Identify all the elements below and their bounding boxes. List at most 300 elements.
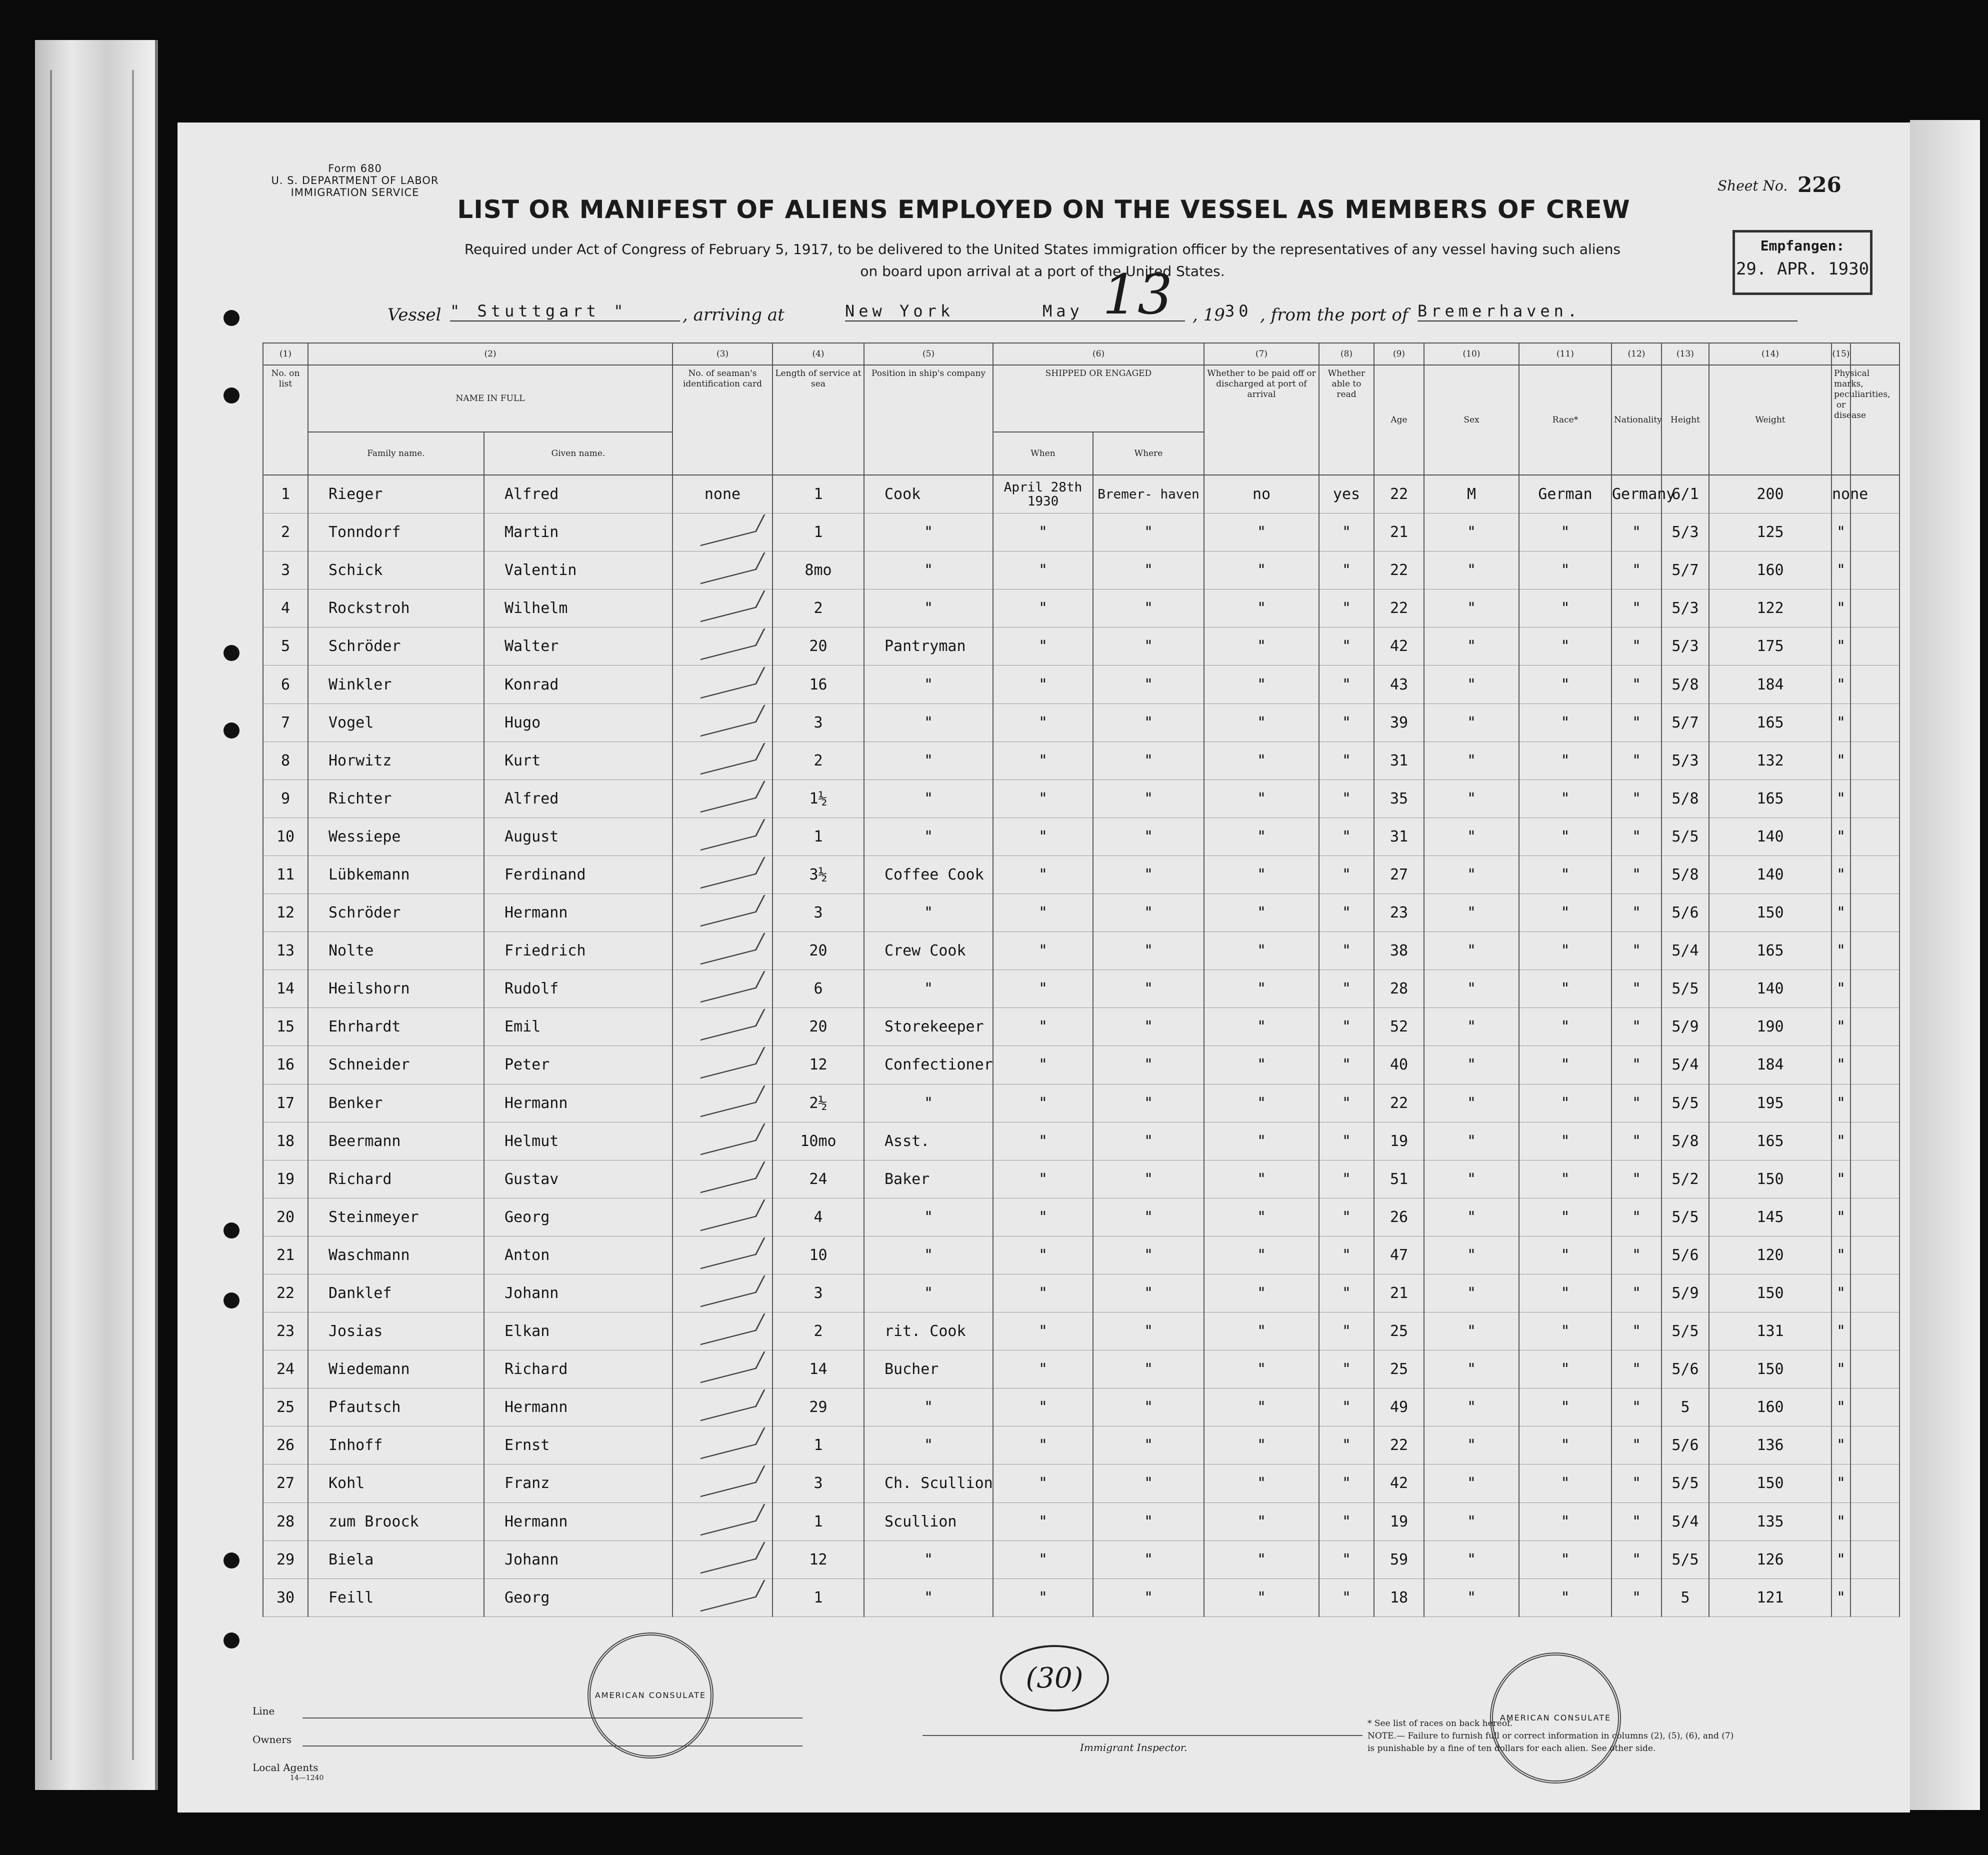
cell-height: 5/8 — [1662, 856, 1709, 894]
cell-position: Ch. Scullion — [864, 1464, 993, 1502]
ditto-mark: " — [1424, 1198, 1519, 1236]
ditto-mark: " — [1832, 1008, 1850, 1046]
blank-cell — [1850, 856, 1900, 894]
cell-family: Danklef — [308, 1274, 484, 1312]
check-mark-icon — [700, 1466, 766, 1498]
ditto-mark: " — [1319, 590, 1374, 628]
cell-age: 39 — [1374, 704, 1424, 742]
ditto-mark: " — [864, 780, 993, 818]
cell-given: Rudolf — [484, 970, 672, 1008]
ditto-mark: " — [1424, 1236, 1519, 1274]
cell-family: Schröder — [308, 894, 484, 932]
form-header — [238, 162, 472, 198]
cell-weight: 150 — [1709, 1274, 1832, 1312]
cell-age: 22 — [1374, 1426, 1424, 1464]
col-num-8: (8) — [1319, 343, 1374, 365]
cell-card — [672, 666, 772, 704]
cell-no: 1 — [263, 475, 308, 514]
ditto-mark: " — [1832, 1236, 1850, 1274]
vessel-name: " Stuttgart " — [450, 302, 680, 322]
ditto-mark: " — [1612, 552, 1662, 590]
ditto-mark: " — [1832, 780, 1850, 818]
ditto-mark: " — [1832, 666, 1850, 704]
cell-weight: 200 — [1709, 475, 1832, 514]
cell-service: 3 — [772, 704, 864, 742]
blank-cell — [1850, 1312, 1900, 1350]
header-length-service: Length of service at sea — [772, 365, 864, 475]
cell-no: 20 — [263, 1198, 308, 1236]
cell-height: 5/5 — [1662, 970, 1709, 1008]
punch-hole — [224, 310, 240, 326]
cell-service: 4 — [772, 1198, 864, 1236]
col-num-9: (9) — [1374, 343, 1424, 365]
ditto-mark: " — [1612, 1046, 1662, 1084]
ditto-mark: " — [993, 1084, 1093, 1122]
cell-no: 25 — [263, 1388, 308, 1426]
column-number-row — [263, 343, 1900, 365]
ditto-mark: " — [1204, 1578, 1319, 1616]
ditto-mark: " — [1319, 818, 1374, 856]
table-row — [263, 932, 1900, 970]
cell-age: 42 — [1374, 1464, 1424, 1502]
cell-height: 5/3 — [1662, 742, 1709, 780]
ditto-mark: " — [993, 1388, 1093, 1426]
ditto-mark: " — [993, 742, 1093, 780]
ditto-mark: " — [1093, 1160, 1204, 1198]
cell-service: 1 — [772, 818, 864, 856]
cell-weight: 140 — [1709, 818, 1832, 856]
cell-weight: 126 — [1709, 1540, 1832, 1578]
check-mark-icon — [700, 1580, 766, 1612]
cell-family: Schröder — [308, 628, 484, 666]
cell-family: Waschmann — [308, 1236, 484, 1274]
cell-weight: 121 — [1709, 1578, 1832, 1616]
cell-service: 2 — [772, 1312, 864, 1350]
table-row — [263, 1274, 1900, 1312]
vessel-label: Vessel — [388, 305, 442, 325]
cell-weight: 136 — [1709, 1426, 1832, 1464]
cell-card — [672, 1502, 772, 1540]
subtitle-line-1: Required under Act of Congress of February 5, 1917, to be delivered to the United States immigration officer by the representatives of any vessel having such aliens — [464, 241, 1621, 258]
ditto-mark: " — [1612, 1540, 1662, 1578]
cell-no: 23 — [263, 1312, 308, 1350]
ditto-mark: " — [1612, 514, 1662, 552]
ditto-mark: " — [1424, 552, 1519, 590]
cell-service: 6 — [772, 970, 864, 1008]
cell-no: 13 — [263, 932, 308, 970]
cell-height: 6/1 — [1662, 475, 1709, 514]
cell-service: 20 — [772, 628, 864, 666]
ditto-mark: " — [1519, 1502, 1612, 1540]
ditto-mark: " — [1519, 590, 1612, 628]
received-stamp — [1732, 230, 1872, 295]
ditto-mark: " — [1093, 742, 1204, 780]
cell-service: 14 — [772, 1350, 864, 1388]
ditto-mark: " — [1424, 1312, 1519, 1350]
ditto-mark: " — [864, 970, 993, 1008]
ditto-mark: " — [1093, 1312, 1204, 1350]
footnotes — [1368, 1718, 1734, 1755]
ditto-mark: " — [1519, 1540, 1612, 1578]
ditto-mark: " — [1519, 1236, 1612, 1274]
ditto-mark: " — [1319, 1046, 1374, 1084]
col-num-3: (3) — [672, 343, 772, 365]
col-num-1: (1) — [263, 343, 308, 365]
col-num-12: (12) — [1612, 343, 1662, 365]
cell-family: Vogel — [308, 704, 484, 742]
ditto-mark: " — [864, 894, 993, 932]
table-row — [263, 1540, 1900, 1578]
ditto-mark: " — [993, 1122, 1093, 1160]
ditto-mark: " — [1612, 1312, 1662, 1350]
line-label: Line — [252, 1705, 275, 1717]
ditto-mark: " — [993, 1540, 1093, 1578]
ditto-mark: " — [1832, 628, 1850, 666]
cell-given: Hermann — [484, 894, 672, 932]
ditto-mark: " — [1093, 1388, 1204, 1426]
check-mark-icon — [700, 1390, 766, 1422]
cell-card — [672, 742, 772, 780]
ditto-mark: " — [1519, 1084, 1612, 1122]
cell-no: 7 — [263, 704, 308, 742]
ditto-mark: " — [1093, 1502, 1204, 1540]
ditto-mark: " — [1204, 1274, 1319, 1312]
check-mark-icon — [700, 552, 766, 584]
cell-weight: 125 — [1709, 514, 1832, 552]
ditto-mark: " — [1319, 780, 1374, 818]
table-row — [263, 1084, 1900, 1122]
blank-cell — [1850, 932, 1900, 970]
blank-cell — [1850, 1160, 1900, 1198]
next-page-edge — [1910, 120, 1980, 1810]
cell-position: Coffee Cook — [864, 856, 993, 894]
inspector-label: Immigrant Inspector. — [1080, 1742, 1188, 1754]
blank-cell — [1850, 590, 1900, 628]
table-row — [263, 1426, 1900, 1464]
ditto-mark: " — [864, 818, 993, 856]
table-row — [263, 894, 1900, 932]
col-num-15: (15) — [1832, 343, 1850, 365]
cell-given: Johann — [484, 1540, 672, 1578]
cell-no: 17 — [263, 1084, 308, 1122]
ditto-mark: " — [1519, 970, 1612, 1008]
cell-race: German — [1519, 475, 1612, 514]
cell-no: 29 — [263, 1540, 308, 1578]
check-mark-icon — [700, 857, 766, 889]
cell-service: 1½ — [772, 780, 864, 818]
ditto-mark: " — [1519, 704, 1612, 742]
cell-position: Cook — [864, 475, 993, 514]
ditto-mark: " — [1519, 742, 1612, 780]
cell-given: Johann — [484, 1274, 672, 1312]
check-mark-icon — [700, 1009, 766, 1041]
header-given-name: Given name. — [484, 432, 672, 475]
blank-cell — [1850, 514, 1900, 552]
table-row — [263, 1312, 1900, 1350]
punch-hole — [224, 645, 240, 661]
arrival-port: New York — [845, 302, 1185, 322]
punch-hole — [224, 388, 240, 404]
cell-family: Richter — [308, 780, 484, 818]
check-mark-icon — [700, 514, 766, 546]
header-shipped-engaged: SHIPPED OR ENGAGED — [993, 365, 1204, 432]
ditto-mark: " — [1612, 1122, 1662, 1160]
blank-cell — [1850, 742, 1900, 780]
cell-height: 5/8 — [1662, 666, 1709, 704]
ditto-mark: " — [1832, 1502, 1850, 1540]
blank-cell — [1850, 1084, 1900, 1122]
cell-weight: 150 — [1709, 894, 1832, 932]
ditto-mark: " — [1093, 514, 1204, 552]
ditto-mark: " — [1319, 856, 1374, 894]
ditto-mark: " — [1424, 628, 1519, 666]
cell-weight: 145 — [1709, 1198, 1832, 1236]
cell-given: Hugo — [484, 704, 672, 742]
cell-card — [672, 894, 772, 932]
cell-when: April 28th 1930 — [993, 475, 1093, 514]
cell-service: 3 — [772, 894, 864, 932]
table-row — [263, 1198, 1900, 1236]
cell-family: zum Broock — [308, 1502, 484, 1540]
cell-card — [672, 1008, 772, 1046]
header-name-in-full: NAME IN FULL — [308, 365, 672, 432]
ditto-mark: " — [1424, 1274, 1519, 1312]
consulate-seal-left: AMERICAN CONSULATE — [588, 1632, 714, 1758]
cell-age: 31 — [1374, 818, 1424, 856]
cell-card — [672, 1312, 772, 1350]
cell-age: 28 — [1374, 970, 1424, 1008]
cell-service: 2 — [772, 590, 864, 628]
cell-weight: 140 — [1709, 970, 1832, 1008]
ditto-mark: " — [1424, 856, 1519, 894]
cell-age: 23 — [1374, 894, 1424, 932]
cell-position: Bucher — [864, 1350, 993, 1388]
blank-cell — [1850, 628, 1900, 666]
ditto-mark: " — [1612, 1502, 1662, 1540]
col-num-10: (10) — [1424, 343, 1519, 365]
cell-weight: 131 — [1709, 1312, 1832, 1350]
cell-given: Elkan — [484, 1312, 672, 1350]
ditto-mark: " — [1319, 628, 1374, 666]
cell-service: 1 — [772, 514, 864, 552]
check-mark-icon — [700, 1199, 766, 1231]
ditto-mark: " — [1204, 704, 1319, 742]
ditto-mark: " — [1319, 1464, 1374, 1502]
footnote-penalty-2: is punishable by a fine of ten dollars for each alien. See other side. — [1368, 1744, 1656, 1754]
ditto-mark: " — [993, 552, 1093, 590]
ditto-mark: " — [1204, 894, 1319, 932]
cell-given: Helmut — [484, 1122, 672, 1160]
cell-family: Biela — [308, 1540, 484, 1578]
cell-weight: 184 — [1709, 666, 1832, 704]
ditto-mark: " — [1093, 1046, 1204, 1084]
ditto-mark: " — [1519, 1312, 1612, 1350]
ditto-mark: " — [1832, 1122, 1850, 1160]
cell-age: 38 — [1374, 932, 1424, 970]
ditto-mark: " — [993, 514, 1093, 552]
ditto-mark: " — [1519, 1274, 1612, 1312]
ditto-mark: " — [864, 666, 993, 704]
cell-service: 1 — [772, 1578, 864, 1616]
table-row — [263, 1502, 1900, 1540]
form-number: Form 680 — [328, 162, 382, 174]
punch-hole — [224, 1292, 240, 1308]
ditto-mark: " — [1832, 1046, 1850, 1084]
cell-card — [672, 1274, 772, 1312]
cell-weight: 150 — [1709, 1350, 1832, 1388]
cell-family: Rockstroh — [308, 590, 484, 628]
cell-given: Valentin — [484, 552, 672, 590]
ditto-mark: " — [864, 1274, 993, 1312]
ditto-mark: " — [1519, 894, 1612, 932]
ditto-mark: " — [1612, 780, 1662, 818]
cell-age: 42 — [1374, 628, 1424, 666]
header-weight: Weight — [1709, 365, 1832, 475]
ditto-mark: " — [1204, 1122, 1319, 1160]
ditto-mark: " — [864, 590, 993, 628]
cell-nat: Germany — [1612, 475, 1662, 514]
ditto-mark: " — [1319, 704, 1374, 742]
cell-given: Emil — [484, 1008, 672, 1046]
ditto-mark: " — [1204, 514, 1319, 552]
cell-family: Lübkemann — [308, 856, 484, 894]
cell-age: 51 — [1374, 1160, 1424, 1198]
ditto-mark: " — [1204, 666, 1319, 704]
ditto-mark: " — [1519, 1350, 1612, 1388]
cell-card — [672, 1388, 772, 1426]
ditto-mark: " — [1832, 590, 1850, 628]
cell-card: none — [672, 475, 772, 514]
cell-service: 3 — [772, 1274, 864, 1312]
cell-weight: 160 — [1709, 1388, 1832, 1426]
table-row — [263, 1464, 1900, 1502]
cell-given: Hermann — [484, 1084, 672, 1122]
cell-age: 21 — [1374, 514, 1424, 552]
blank-cell — [1850, 1464, 1900, 1502]
cell-given: Kurt — [484, 742, 672, 780]
cell-service: 10mo — [772, 1122, 864, 1160]
header-id-card: No. of seaman's identification card — [672, 365, 772, 475]
ditto-mark: " — [1519, 1008, 1612, 1046]
table-row — [263, 628, 1900, 666]
page-subtitle — [378, 238, 1708, 282]
ditto-mark: " — [993, 1274, 1093, 1312]
subtitle-line-2: on board upon arrival at a port of the United States. — [860, 263, 1225, 280]
cell-age: 40 — [1374, 1046, 1424, 1084]
ditto-mark: " — [1612, 742, 1662, 780]
check-mark-icon — [700, 1123, 766, 1155]
ditto-mark: " — [1319, 552, 1374, 590]
ditto-mark: " — [1093, 1540, 1204, 1578]
cell-age: 43 — [1374, 666, 1424, 704]
cell-age: 25 — [1374, 1350, 1424, 1388]
from-port-label: , from the port of — [1260, 305, 1408, 325]
ditto-mark: " — [1424, 1502, 1519, 1540]
crew-rows — [263, 475, 1900, 1616]
cell-service: 16 — [772, 666, 864, 704]
cell-weight: 165 — [1709, 932, 1832, 970]
blank-cell — [1850, 818, 1900, 856]
cell-height: 5/5 — [1662, 1084, 1709, 1122]
ditto-mark: " — [1612, 818, 1662, 856]
cell-age: 22 — [1374, 590, 1424, 628]
ditto-mark: " — [1832, 552, 1850, 590]
ditto-mark: " — [1319, 1312, 1374, 1350]
ditto-mark: " — [1319, 1160, 1374, 1198]
ditto-mark: " — [1612, 1350, 1662, 1388]
cell-card — [672, 1426, 772, 1464]
cell-service: 10 — [772, 1236, 864, 1274]
cell-service: 12 — [772, 1046, 864, 1084]
header-sex: Sex — [1424, 365, 1519, 475]
ditto-mark: " — [1093, 1084, 1204, 1122]
received-stamp-date: 29. APR. 1930 — [1736, 259, 1870, 279]
blank-cell — [1850, 552, 1900, 590]
ditto-mark: " — [864, 1084, 993, 1122]
blank-column-head — [1850, 343, 1900, 365]
ditto-mark: " — [1319, 932, 1374, 970]
ditto-mark: " — [1204, 1464, 1319, 1502]
manifest-sheet — [178, 122, 1910, 1812]
ditto-mark: " — [864, 1540, 993, 1578]
cell-height: 5/5 — [1662, 1464, 1709, 1502]
cell-given: Hermann — [484, 1388, 672, 1426]
ditto-mark: " — [864, 1388, 993, 1426]
ditto-mark: " — [1204, 856, 1319, 894]
cell-given: Ernst — [484, 1426, 672, 1464]
cell-age: 22 — [1374, 475, 1424, 514]
blank-cell — [1850, 970, 1900, 1008]
ditto-mark: " — [1319, 514, 1374, 552]
ditto-mark: " — [1519, 780, 1612, 818]
blank-cell — [1850, 1540, 1900, 1578]
cell-height: 5/5 — [1662, 818, 1709, 856]
ditto-mark: " — [1519, 856, 1612, 894]
ditto-mark: " — [1204, 1540, 1319, 1578]
ditto-mark: " — [1319, 1236, 1374, 1274]
page-title: LIST OR MANIFEST OF ALIENS EMPLOYED ON THE VESSEL AS MEMBERS OF CREW — [457, 195, 1630, 224]
ditto-mark: " — [1093, 1008, 1204, 1046]
col-num-2: (2) — [308, 343, 672, 365]
table-row — [263, 970, 1900, 1008]
cell-height: 5 — [1662, 1578, 1709, 1616]
blank-cell — [1850, 1236, 1900, 1274]
cell-given: Franz — [484, 1464, 672, 1502]
cell-family: Inhoff — [308, 1426, 484, 1464]
cell-family: Kohl — [308, 1464, 484, 1502]
ditto-mark: " — [1204, 1046, 1319, 1084]
ditto-mark: " — [1832, 1160, 1850, 1198]
ditto-mark: " — [1319, 1426, 1374, 1464]
cell-card — [672, 856, 772, 894]
cell-family: Wiedemann — [308, 1350, 484, 1388]
ditto-mark: " — [1204, 818, 1319, 856]
ditto-mark: " — [1519, 552, 1612, 590]
col-num-13: (13) — [1662, 343, 1709, 365]
cell-no: 9 — [263, 780, 308, 818]
col-num-14: (14) — [1709, 343, 1832, 365]
footnote-penalty-1: NOTE.— Failure to furnish full or correct information in columns (2), (5), (6), and (7) — [1368, 1731, 1734, 1741]
ditto-mark: " — [1519, 1160, 1612, 1198]
ditto-mark: " — [1519, 628, 1612, 666]
cell-height: 5 — [1662, 1388, 1709, 1426]
cell-family: Schneider — [308, 1046, 484, 1084]
cell-given: Wilhelm — [484, 590, 672, 628]
cell-weight: 120 — [1709, 1236, 1832, 1274]
cell-card — [672, 1198, 772, 1236]
cell-no: 2 — [263, 514, 308, 552]
cell-card — [672, 818, 772, 856]
